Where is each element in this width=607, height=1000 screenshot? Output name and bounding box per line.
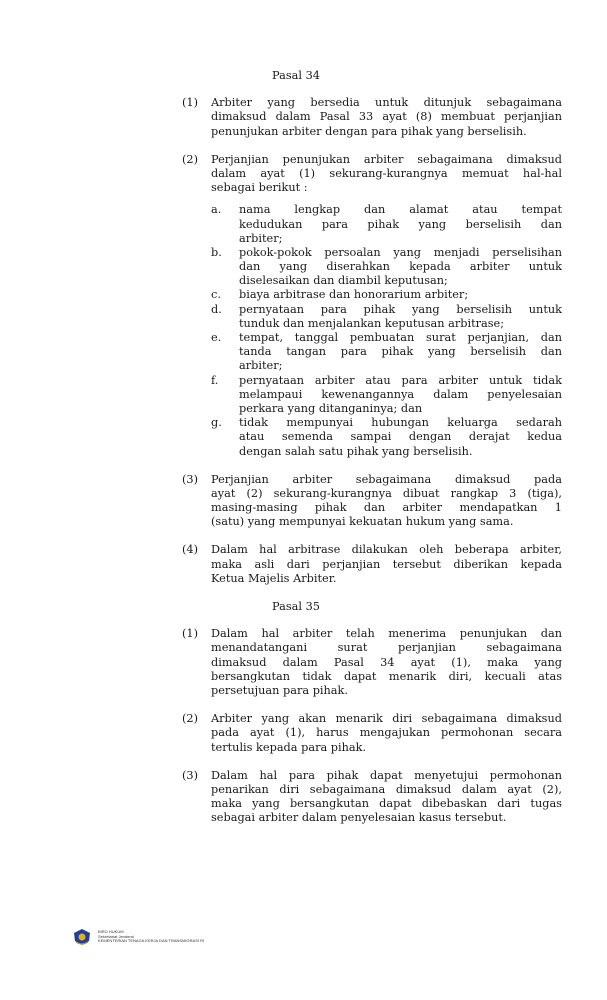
text-line: ayat (2) sekurang-kurangnya dibuat rangkap 3 (tiga), <box>211 486 562 500</box>
section-pasal <box>0 600 607 825</box>
text-line: maka yang bersangkutan dapat dibebaskan dari tugas <box>211 797 562 811</box>
ayat-number: (3) <box>182 768 199 782</box>
text-line: dimaksud dalam Pasal 34 ayat (1), maka yang <box>211 655 562 669</box>
ayat-number: (1) <box>182 96 199 110</box>
text-line: pernyataan para pihak yang berselisih untuk <box>239 302 562 316</box>
ayat-paragraph <box>182 152 562 459</box>
text-line: atau semenda sampai dengan derajat kedua <box>239 430 562 444</box>
text-line: pada ayat (1), harus mengajukan permohonan secara <box>211 726 562 740</box>
text-line: bersangkutan tidak dapat menarik diri, kecuali atas <box>211 669 562 683</box>
text-line: sebagai berikut : <box>211 181 308 195</box>
item-letter: d. <box>211 302 222 316</box>
text-line: Dalam hal arbiter telah menerima penunjukan dan <box>211 627 562 641</box>
text-line: dengan salah satu pihak yang berselisih. <box>239 444 473 458</box>
ayat-paragraph <box>182 472 562 530</box>
text-line: Dalam hal arbitrase dilakukan oleh beberapa arbiter, <box>211 543 562 557</box>
text-line: arbiter; <box>239 359 283 373</box>
section-heading: Pasal 34 <box>272 69 320 82</box>
text-line: pokok-pokok persoalan yang menjadi perselisihan <box>239 245 562 259</box>
item-letter: b. <box>211 245 222 259</box>
text-line: tunduk dan menjalankan keputusan arbitrase; <box>239 316 505 330</box>
ayat-paragraph <box>182 712 562 755</box>
item-letter: a. <box>211 203 222 217</box>
text-line: Arbiter yang akan menarik diri sebagaimana dimaksud <box>211 712 562 726</box>
text-line: Ketua Majelis Arbiter. <box>211 571 337 585</box>
item-list <box>211 203 562 458</box>
text-line: tanda tangan para pihak yang berselisih dan <box>239 345 562 359</box>
item-letter: f. <box>211 373 219 387</box>
item-letter: c. <box>211 288 221 302</box>
document-body <box>0 69 607 839</box>
text-line: Perjanjian penunjukan arbiter sebagaimana dimaksud <box>211 152 562 166</box>
text-line: diselesaikan dan diambil keputusan; <box>239 274 448 288</box>
list-item <box>211 302 562 331</box>
ayat-number: (2) <box>182 712 199 726</box>
ayat-paragraph <box>182 96 562 139</box>
text-line: tempat, tanggal pembuatan surat perjanjian, dan <box>239 331 562 344</box>
ayat-paragraph <box>182 627 562 698</box>
section-pasal <box>0 69 607 586</box>
list-item <box>211 373 562 417</box>
text-line: penunjukan arbiter dengan para pihak yang berselisih. <box>211 124 527 138</box>
list-item <box>211 416 562 459</box>
text-line: Perjanjian arbiter sebagaimana dimaksud pada <box>211 472 562 486</box>
text-line: biaya arbitrase dan honorarium arbiter; <box>239 288 469 302</box>
ministry-emblem-icon <box>72 928 92 946</box>
list-item <box>211 288 562 302</box>
text-line: dalam ayat (1) sekurang-kurangnya memuat hal-hal <box>211 166 562 180</box>
section-heading: Pasal 35 <box>272 600 320 613</box>
footer-logo-block <box>72 928 204 946</box>
text-line: Dalam hal para pihak dapat menyetujui permohonan <box>211 768 562 782</box>
text-line: (satu) yang mempunyai kekuatan hukum yang sama. <box>211 515 514 529</box>
ayat-number: (2) <box>182 152 199 166</box>
text-line: dimaksud dalam Pasal 33 ayat (8) membuat perjanjian <box>211 110 562 124</box>
text-line: penarikan diri sebagaimana dimaksud dalam ayat (2), <box>211 782 562 796</box>
text-line: tertulis kepada para pihak. <box>211 740 367 754</box>
ayat-number: (1) <box>182 627 199 641</box>
text-line: pernyataan arbiter atau para arbiter untuk tidak <box>239 373 562 387</box>
text-line: melampaui kewenangannya dalam penyelesaian <box>239 387 562 401</box>
text-line: dan yang diserahkan kepada arbiter untuk <box>239 260 562 274</box>
list-item <box>211 245 562 289</box>
text-line: sebagai arbiter dalam penyelesaian kasus tersebut. <box>211 811 507 825</box>
text-line: kedudukan para pihak yang berselisih dan <box>239 217 562 231</box>
ayat-number: (4) <box>182 543 199 557</box>
text-line: masing-masing pihak dan arbiter mendapatkan 1 <box>211 501 562 515</box>
item-letter: e. <box>211 331 222 344</box>
footer-line-1: BIRO HUKUM <box>98 929 124 935</box>
list-item <box>211 331 562 374</box>
text-line: tidak mempunyai hubungan keluarga sedarah <box>239 416 562 430</box>
item-letter: g. <box>211 416 222 430</box>
footer-line-2: Sekretariat Jenderal <box>98 933 134 939</box>
text-line: menandatangani surat perjanjian sebagaimana <box>211 641 562 655</box>
text-line: nama lengkap dan alamat atau tempat <box>239 203 562 217</box>
ayat-paragraph <box>182 543 562 586</box>
text-line: persetujuan para pihak. <box>211 683 348 697</box>
text-line: perkara yang ditanganinya; dan <box>239 401 423 415</box>
text-line: maka asli dari perjanjian tersebut diberikan kepada <box>211 557 562 571</box>
list-item <box>211 203 562 246</box>
ayat-number: (3) <box>182 472 199 486</box>
ayat-paragraph <box>182 768 562 826</box>
text-line: arbiter; <box>239 231 283 245</box>
footer-line-3: KEMENTERIAN TENAGA KERJA DAN TRANSMIGRASI RI <box>98 938 205 944</box>
text-line: Arbiter yang bersedia untuk ditunjuk sebagaimana <box>211 96 562 110</box>
